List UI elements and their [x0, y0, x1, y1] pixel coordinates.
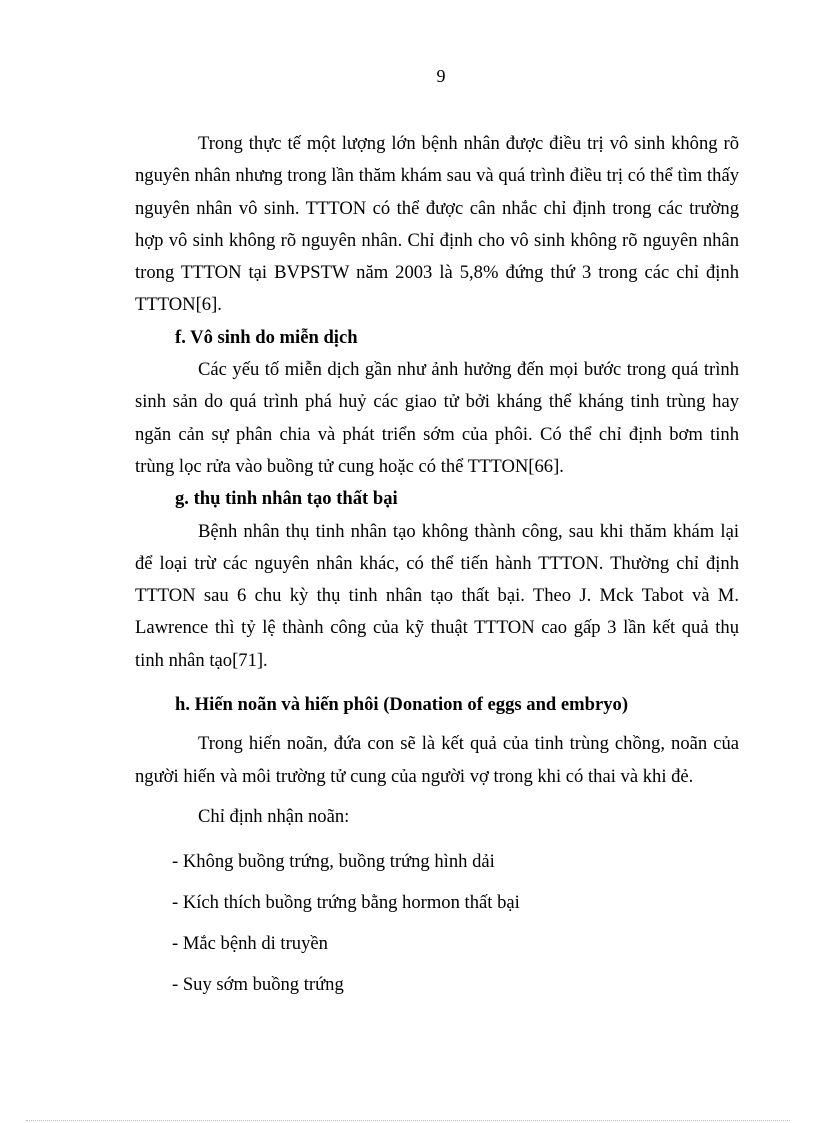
indication-list — [135, 841, 739, 1005]
paragraph-indication-title: Chỉ định nhận noãn: — [198, 806, 350, 828]
heading-immune-infertility: f. Vô sinh do miễn dịch — [175, 326, 358, 348]
page-bottom-divider — [26, 1120, 790, 1121]
heading-egg-embryo-donation: h. Hiến noãn và hiến phôi (Donation of eggs and embryo) — [175, 694, 629, 716]
paragraph-egg-donation: Trong hiến noãn, đứa con sẽ là kết quả của tinh trùng chồng, noãn của người hiến và môi trường tử cung của người vợ trong khi có thai và khi đẻ. — [135, 733, 739, 788]
paragraph-immune-factors: Các yếu tố miễn dịch gần như ảnh hưởng đến mọi bước trong quá trình sinh sản do quá trình phá huỷ các giao tử bởi kháng thể kháng tinh trùng hay ngăn cản sự phân chia và phát triển sớm của phôi. Có thể chỉ định bơm tinh trùng lọc rửa vào buồng tử cung hoặc có thể TTTON[66]. — [135, 359, 739, 477]
list-item: - Kích thích buồng trứng bằng hormon thất bại — [172, 892, 520, 914]
document-body — [135, 128, 739, 1005]
paragraph-failed-insemination: Bệnh nhân thụ tinh nhân tạo không thành công, sau khi thăm khám lại để loại trừ các nguyên nhân khác, có thể tiến hành TTTON. Thường chỉ định TTTON sau 6 chu kỳ thụ tinh nhân tạo thất bại. Theo J. Mck Tabot và M. Lawrence thì tỷ lệ thành công của kỹ thuật TTTON cao gấp 3 lần kết quả thụ tinh nhân tạo[71]. — [135, 520, 739, 671]
list-item: - Suy sớm buồng trứng — [172, 974, 344, 996]
paragraph-unexplained-infertility: Trong thực tế một lượng lớn bệnh nhân được điều trị vô sinh không rõ nguyên nhân nhưng trong lần thăm khám sau và quá trình điều trị có thể tìm thấy nguyên nhân vô sinh. TTTON có thể được cân nhắc chỉ định trong các trường hợp vô sinh không rõ nguyên nhân. Chỉ định cho vô sinh không rõ nguyên nhân trong TTTON tại BVPSTW năm 2003 là 5,8% đứng thứ 3 trong các chỉ định TTTON[6]. — [135, 133, 739, 316]
heading-failed-insemination: g. thụ tinh nhân tạo thất bại — [175, 488, 398, 510]
page-number: 9 — [436, 66, 446, 86]
list-item: - Mắc bệnh di truyền — [172, 933, 328, 955]
list-item: - Không buồng trứng, buồng trứng hình dải — [172, 851, 495, 873]
